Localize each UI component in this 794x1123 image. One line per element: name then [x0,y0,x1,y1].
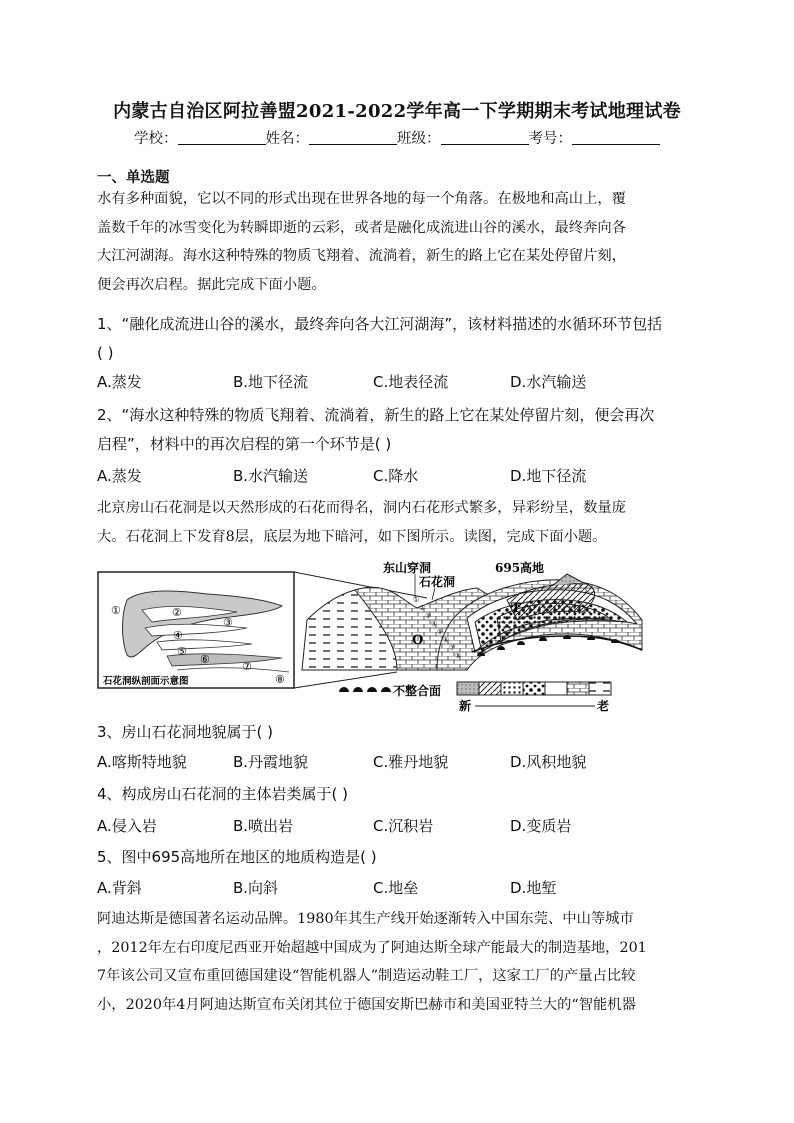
label-T: T [511,601,521,616]
question-5 [97,843,701,872]
inset-caption: 石花洞纵剖面示意图 [103,676,189,687]
option-c[interactable]: C.雅丹地貌 [373,753,449,771]
passage-line: 阿迪达斯是德国著名运动品牌。1980年其生产线开始逐渐转入中国东莞、中山等城市 [97,911,634,927]
passage-line: 便会再次启程。据此完成下面小题。 [97,276,326,293]
inset-marker-5: ⑤ [177,645,187,658]
option-b[interactable]: B.向斜 [233,879,279,897]
inset-marker-8: ⑧ [275,673,285,686]
legend-new-label: 新 [459,699,472,712]
question-text: 1、“融化成流进山谷的溪水，最终奔向各大江河湖海”，该材料描述的水循环环节包括 [97,315,663,333]
legend-unconformity-label: 不整合面 [393,684,442,698]
unconformity-legend-symbol [339,687,391,692]
question-text: 4、构成房山石花洞的主体岩类属于( ) [97,785,349,803]
passage-line: 大。石花洞上下发育8层，底层为地下暗河，如下图所示。读图，完成下面小题。 [97,528,607,545]
inset-marker-7: ⑦ [242,660,252,673]
option-b[interactable]: B.喷出岩 [233,817,294,835]
number-blank[interactable] [572,130,660,145]
section-heading: 一、单选题 [97,169,170,186]
inset-marker-6: ⑥ [200,653,210,666]
question-text: 启程”，材料中的再次启程的第一个环节是( ) [97,435,392,453]
exam-title: 内蒙古自治区阿拉善盟2021-2022学年高一下学期期末考试地理试卷 [113,101,681,122]
passage-line: 北京房山石花洞是以天然形成的石花而得名，洞内石花形式繁多，异彩纷呈，数量庞 [97,500,626,516]
school-label: 学校： [134,131,178,147]
question-5-options [97,877,701,901]
option-c[interactable]: C.地表径流 [373,373,449,391]
number-label: 考号： [528,131,572,147]
legend-old-label: 老 [597,699,610,712]
option-d[interactable]: D.变质岩 [510,817,572,835]
question-2-options [97,465,701,489]
question-text: 2、“海水这种特殊的物质飞翔着、流淌着，新生的路上它在某处停留片刻，便会再次 [97,406,655,424]
option-b[interactable]: B.丹霞地貌 [233,753,309,771]
svg-text:⑤: ⑤ [437,628,444,636]
cave-cross-section-figure [97,560,645,712]
option-a[interactable]: A.喀斯特地貌 [97,753,187,771]
option-d[interactable]: D.水汽输送 [510,373,587,391]
question-4-options [97,815,701,839]
option-c[interactable]: C.降水 [373,467,419,485]
option-a[interactable]: A.蒸发 [97,467,142,485]
label-O: O [412,633,424,648]
svg-text:⑦: ⑦ [449,644,456,652]
question-1 [97,310,701,368]
question-3-options [97,751,701,775]
option-a[interactable]: A.背斜 [97,879,142,897]
class-blank[interactable] [441,130,529,145]
question-text: ( ) [97,344,114,362]
label-dongshan: 东山穿洞 [383,561,432,575]
svg-text:②: ② [419,604,426,612]
option-b[interactable]: B.地下径流 [233,373,309,391]
passage-line: 小，2020年4月阿迪达斯宣布关闭其位于德国安斯巴赫市和美国亚特兰大的“智能机器 [97,996,636,1013]
inset-marker-4: ④ [173,629,183,642]
question-3 [97,718,701,747]
option-d[interactable]: D.地堑 [510,879,557,897]
svg-text:④: ④ [431,620,438,628]
passage-line: 盖数千年的冰雪变化为转瞬即逝的云彩，或者是融化成流进山谷的溪水，最终奔向各 [97,219,626,236]
question-2 [97,401,701,459]
class-label: 班级： [397,131,441,147]
svg-text:⑥: ⑥ [443,636,450,644]
question-4 [97,780,701,809]
option-d[interactable]: D.风积地貌 [510,753,587,771]
question-1-options [97,371,701,395]
inset-marker-3: ③ [223,616,233,629]
passage-line: 大江河湖海。海水这种特殊的物质飞翔着、流淌着，新生的路上它在某处停留片刻， [97,248,626,264]
option-d[interactable]: D.地下径流 [510,467,587,485]
question-text: 3、房山石花洞地貌属于( ) [97,723,274,741]
inset-marker-2: ② [172,606,182,619]
label-695: 695高地 [495,561,545,575]
svg-text:①: ① [413,596,420,604]
passage-line: 水有多种面貌，它以不同的形式出现在世界各地的每一个角落。在极地和高山上，覆 [97,191,626,207]
option-c[interactable]: C.沉积岩 [373,817,434,835]
option-b[interactable]: B.水汽输送 [233,467,309,485]
svg-text:③: ③ [425,612,432,620]
option-a[interactable]: A.蒸发 [97,373,142,391]
option-a[interactable]: A.侵入岩 [97,817,157,835]
name-label: 姓名： [265,131,309,147]
strata-legend [457,682,611,695]
svg-text:⑧: ⑧ [455,652,462,660]
passage-line: 7年该公司又宣布重回德国建设“智能机器人”制造运动鞋工厂，这家工厂的产量占比较 [97,968,636,984]
name-blank[interactable] [309,130,397,145]
inset-marker-1: ① [111,604,121,617]
label-shihua: 石花洞 [419,575,456,589]
question-text: 5、图中695高地所在地区的地质构造是( ) [97,848,377,866]
passage-adidas [97,905,701,1019]
option-c[interactable]: C.地垒 [373,879,419,897]
passage-water [97,185,701,299]
school-blank[interactable] [178,130,266,145]
student-info-line [0,127,794,148]
passage-cave [97,494,701,551]
passage-line: ，2012年左右印度尼西亚开始超越中国成为了阿迪达斯全球产能最大的制造基地，201 [97,939,647,956]
